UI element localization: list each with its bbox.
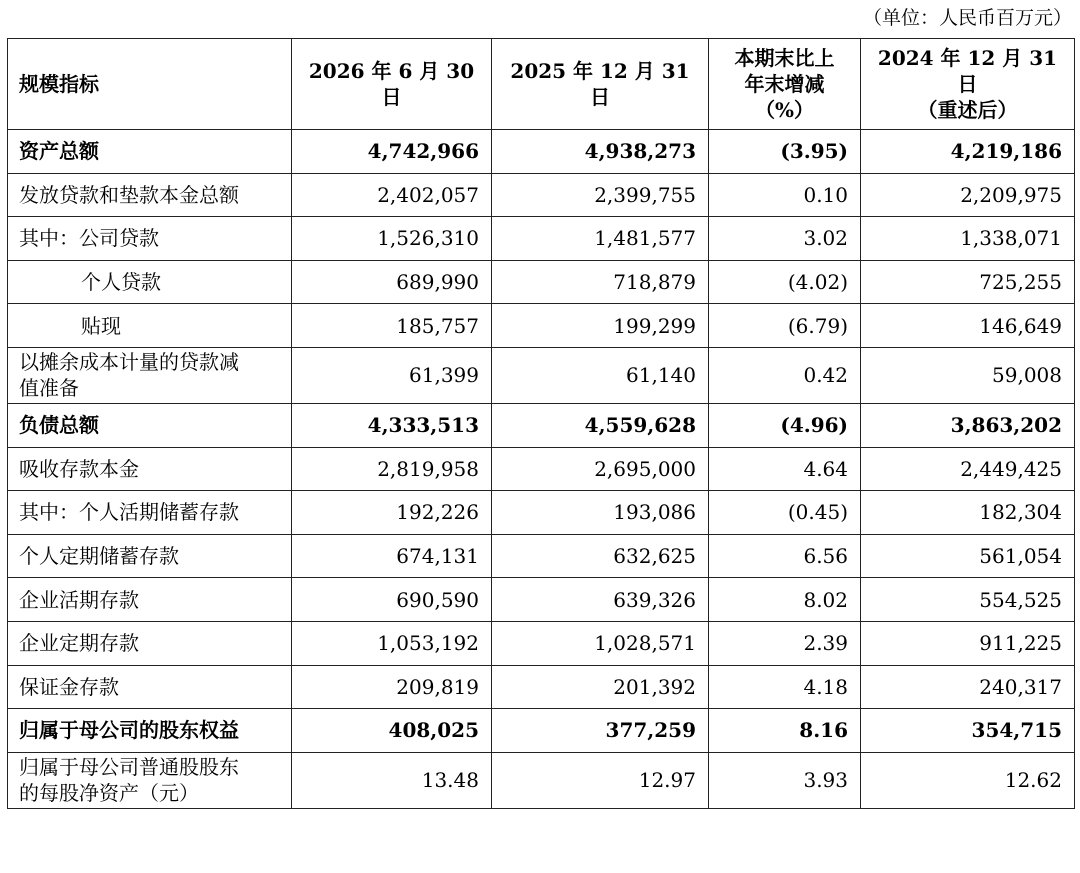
row-label: 保证金存款 (8, 665, 292, 709)
header-indicator: 规模指标 (8, 39, 292, 130)
row-value-2024-12-31: 561,054 (861, 534, 1075, 578)
row-value-change: 6.56 (709, 534, 861, 578)
row-value-change: 3.93 (709, 752, 861, 808)
table-row-corporate-loans (8, 217, 1075, 261)
row-value-2025-12-31: 1,481,577 (492, 217, 709, 261)
row-value-change: 4.64 (709, 447, 861, 491)
header-col-change-pct (709, 39, 861, 130)
row-value-2025-12-31: 1,028,571 (492, 621, 709, 665)
row-value-2026-06-30: 192,226 (292, 491, 492, 535)
row-value-change: 0.42 (709, 347, 861, 403)
row-value-2024-12-31: 725,255 (861, 260, 1075, 304)
row-value-2026-06-30: 690,590 (292, 578, 492, 622)
table-row-total-assets (8, 130, 1075, 174)
row-value-2025-12-31: 61,140 (492, 347, 709, 403)
table-row-loan-impairment (8, 347, 1075, 403)
row-value-2026-06-30: 4,333,513 (292, 403, 492, 447)
row-value-change: (0.45) (709, 491, 861, 535)
row-label: 资产总额 (8, 130, 292, 174)
row-label-line2: 的每股净资产（元） (19, 781, 199, 806)
table-row-total-liabilities (8, 403, 1075, 447)
row-value-2025-12-31: 4,938,273 (492, 130, 709, 174)
table-row-deposits (8, 447, 1075, 491)
row-label: 归属于母公司的股东权益 (8, 709, 292, 753)
row-value-2026-06-30: 13.48 (292, 752, 492, 808)
row-value-2026-06-30: 1,526,310 (292, 217, 492, 261)
row-value-2024-12-31: 59,008 (861, 347, 1075, 403)
row-value-change: 4.18 (709, 665, 861, 709)
row-value-2024-12-31: 4,219,186 (861, 130, 1075, 174)
row-label: 个人贷款 (8, 260, 292, 304)
row-value-2024-12-31: 240,317 (861, 665, 1075, 709)
row-value-2025-12-31: 2,695,000 (492, 447, 709, 491)
header-change-line3: （%） (754, 98, 814, 122)
row-value-2024-12-31: 12.62 (861, 752, 1075, 808)
row-label: 企业定期存款 (8, 621, 292, 665)
row-value-2026-06-30: 2,402,057 (292, 173, 492, 217)
row-value-2024-12-31: 354,715 (861, 709, 1075, 753)
row-label: 其中：公司贷款 (8, 217, 292, 261)
row-value-2025-12-31: 639,326 (492, 578, 709, 622)
row-label: 负债总额 (8, 403, 292, 447)
unit-note: （单位：人民币百万元） (862, 7, 1072, 29)
row-value-2026-06-30: 2,819,958 (292, 447, 492, 491)
table-row-personal-time-deposits (8, 534, 1075, 578)
row-label: 其中：个人活期储蓄存款 (8, 491, 292, 535)
table-row-personal-loans (8, 260, 1075, 304)
row-value-2024-12-31: 2,449,425 (861, 447, 1075, 491)
header-2024-line2: （重述后） (917, 98, 1018, 122)
row-value-2024-12-31: 554,525 (861, 578, 1075, 622)
row-label: 企业活期存款 (8, 578, 292, 622)
header-col-2025-12-31: 2025 年 12 月 31 日 (492, 39, 709, 130)
row-label: 个人定期储蓄存款 (8, 534, 292, 578)
table-row-margin-deposits (8, 665, 1075, 709)
row-value-2025-12-31: 201,392 (492, 665, 709, 709)
row-value-2026-06-30: 689,990 (292, 260, 492, 304)
row-label: 吸收存款本金 (8, 447, 292, 491)
row-value-2024-12-31: 182,304 (861, 491, 1075, 535)
row-value-2025-12-31: 2,399,755 (492, 173, 709, 217)
header-2024-line1: 2024 年 12 月 31 日 (877, 46, 1058, 96)
row-value-change: (3.95) (709, 130, 861, 174)
row-label: 发放贷款和垫款本金总额 (8, 173, 292, 217)
row-value-change: 8.16 (709, 709, 861, 753)
row-value-2026-06-30: 185,757 (292, 304, 492, 348)
row-label (8, 752, 292, 808)
row-value-2024-12-31: 146,649 (861, 304, 1075, 348)
row-value-2025-12-31: 193,086 (492, 491, 709, 535)
table-row-net-assets-per-share (8, 752, 1075, 808)
table-row-shareholders-equity (8, 709, 1075, 753)
row-label: 贴现 (8, 304, 292, 348)
row-label (8, 347, 292, 403)
row-value-2026-06-30: 209,819 (292, 665, 492, 709)
row-label-line1: 以摊余成本计量的贷款减 (19, 350, 239, 375)
table-header-row (8, 39, 1075, 130)
row-value-2025-12-31: 632,625 (492, 534, 709, 578)
row-value-2025-12-31: 12.97 (492, 752, 709, 808)
row-value-2026-06-30: 408,025 (292, 709, 492, 753)
row-value-2026-06-30: 674,131 (292, 534, 492, 578)
table-row-total-loans (8, 173, 1075, 217)
header-col-2026-06-30: 2026 年 6 月 30 日 (292, 39, 492, 130)
row-value-2026-06-30: 1,053,192 (292, 621, 492, 665)
row-value-change: 3.02 (709, 217, 861, 261)
table-row-corporate-time-deposits (8, 621, 1075, 665)
table-row-corporate-demand-deposits (8, 578, 1075, 622)
row-value-change: 2.39 (709, 621, 861, 665)
row-value-2025-12-31: 4,559,628 (492, 403, 709, 447)
row-value-2025-12-31: 199,299 (492, 304, 709, 348)
row-value-2024-12-31: 3,863,202 (861, 403, 1075, 447)
row-value-2024-12-31: 2,209,975 (861, 173, 1075, 217)
row-value-change: (4.96) (709, 403, 861, 447)
table-row-personal-demand-deposits (8, 491, 1075, 535)
row-value-2026-06-30: 4,742,966 (292, 130, 492, 174)
header-col-2024-12-31 (861, 39, 1075, 130)
header-change-line1: 本期末比上 (734, 46, 835, 70)
row-value-change: (6.79) (709, 304, 861, 348)
row-value-2024-12-31: 911,225 (861, 621, 1075, 665)
scale-indicators-table (7, 38, 1075, 809)
row-value-2026-06-30: 61,399 (292, 347, 492, 403)
row-value-change: 0.10 (709, 173, 861, 217)
row-label-line2: 值准备 (19, 376, 79, 401)
row-value-change: (4.02) (709, 260, 861, 304)
row-value-change: 8.02 (709, 578, 861, 622)
table-row-discounts (8, 304, 1075, 348)
row-label-line1: 归属于母公司普通股股东 (19, 755, 239, 780)
row-value-2025-12-31: 377,259 (492, 709, 709, 753)
row-value-2024-12-31: 1,338,071 (861, 217, 1075, 261)
header-change-line2: 年末增减 (744, 72, 825, 96)
row-value-2025-12-31: 718,879 (492, 260, 709, 304)
